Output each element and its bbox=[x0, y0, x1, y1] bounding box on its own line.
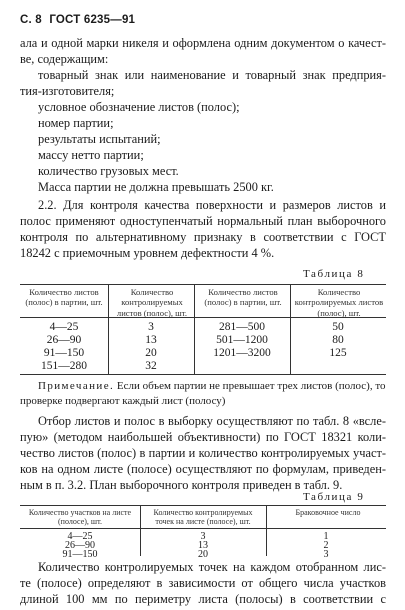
para-sample-line: чество листов (полос) в партии и количество контролируемых участ- bbox=[20, 446, 386, 460]
list-item: количество грузовых мест. bbox=[38, 164, 179, 178]
note-label: Примечание. bbox=[38, 380, 115, 392]
table-8-cell: 501—1200 bbox=[216, 334, 268, 346]
intro-line: ала и одной марки никеля и оформлена одним документом о качест- bbox=[20, 36, 386, 50]
table-9-cell: 1 bbox=[323, 531, 329, 542]
note-text: проверке подвергают каждый лист (полосу) bbox=[20, 395, 226, 407]
para-2-2-line: полос применяют одноступенчатый нормальный план выборочного bbox=[20, 214, 386, 228]
para-sample-line: пую» (методом наибольшей объективности) по ГОСТ 18321 коли- bbox=[20, 430, 386, 444]
table-8-header: Количество листов (полос) в партии, шт. bbox=[25, 287, 103, 308]
table-8-cell: 50 bbox=[332, 321, 344, 333]
table-8-header: Количество контролируемых листов (полос), шт. bbox=[116, 287, 188, 318]
table-8-cell: 91—150 bbox=[43, 347, 85, 359]
para-sample-line: Отбор листов и полос в выборку осуществляют по табл. 8 «всле- bbox=[38, 414, 386, 428]
table-9-cell: 3 bbox=[200, 531, 206, 542]
page-number: С. 8 bbox=[20, 14, 42, 26]
para-sample-line: ным в п. 3.2. План выборочного контроля приведен в табл. 9. bbox=[20, 478, 343, 492]
table-8-cell: 1201—3200 bbox=[213, 347, 271, 359]
list-item: Масса партии не должна превышать 2500 кг. bbox=[38, 180, 274, 194]
table-8-cell: 151—280 bbox=[41, 360, 87, 372]
table-9-header: Браковочное число bbox=[295, 508, 361, 517]
list-item: массу нетто партии; bbox=[38, 148, 144, 162]
table-9-cell: 20 bbox=[198, 549, 208, 560]
table-8-cell: 20 bbox=[145, 347, 157, 359]
final-line: Количество контролируемых точек на каждом отобранном лис- bbox=[38, 560, 386, 574]
list-item: номер партии; bbox=[38, 116, 114, 130]
table-8-cell: 32 bbox=[145, 360, 157, 372]
table-9-cell: 2 bbox=[323, 540, 329, 551]
final-line: те (полосе) определяют в зависимости от общего числа участков bbox=[20, 576, 386, 590]
table-9-cell: 26—90 bbox=[65, 540, 95, 551]
list-item: товарный знак или наименование и товарный знак предприя- bbox=[38, 68, 386, 82]
table-8-header: Количество листов (полос) в партии, шт. bbox=[204, 287, 282, 308]
list-item: результаты испытаний; bbox=[38, 132, 161, 146]
standard-id: ГОСТ 6235—91 bbox=[49, 14, 136, 26]
note-text: Если объем партии не превышает трех листов (полос), то bbox=[116, 380, 386, 392]
intro-line: ве, содержащим: bbox=[20, 52, 109, 66]
table-9-header: Количество контролируемых точек на листе (полосе), шт. bbox=[153, 508, 253, 527]
list-item: условное обозначение листов (полос); bbox=[38, 100, 240, 114]
para-2-2-line: 18242 с приемочным уровнем дефектности 4 %. bbox=[20, 246, 275, 260]
table-8-cell: 13 bbox=[145, 334, 157, 346]
table-8-cell: 80 bbox=[332, 334, 344, 346]
table-8-cell: 3 bbox=[148, 321, 154, 333]
table-8-cell: 125 bbox=[329, 347, 347, 359]
table-8-cell: 26—90 bbox=[46, 334, 82, 346]
para-sample-line: ков на одном листе (полосе) осуществляют по формулам, приведен- bbox=[20, 462, 386, 476]
final-line: длиной 100 мм по периметру листа (полосы) в соответствии с bbox=[20, 592, 386, 606]
table-9-cell: 3 bbox=[323, 549, 329, 560]
table-8-cell: 281—500 bbox=[219, 321, 265, 333]
table-8-caption: Таблица 8 bbox=[303, 268, 365, 280]
table-9-caption: Таблица 9 bbox=[303, 491, 365, 503]
para-2-2-line: 2.2. Для контроля качества поверхности и размеров листов и bbox=[38, 198, 386, 212]
table-8-cell: 4—25 bbox=[49, 321, 79, 333]
para-2-2-line: контроля по альтернативному признаку в соответствии с ГОСТ bbox=[20, 230, 386, 244]
table-9-cell: 4—25 bbox=[67, 531, 93, 542]
table-9-cell: 91—150 bbox=[62, 549, 98, 560]
table-8-note bbox=[38, 379, 386, 394]
list-item: тия-изготовителя; bbox=[20, 84, 115, 98]
table-9-header: Количество участков на листе (полосе), шт. bbox=[28, 508, 132, 527]
table-8-header: Количество контролируемых листов (полос), шт. bbox=[294, 287, 384, 318]
table-9-cell: 13 bbox=[198, 540, 208, 551]
page-header bbox=[20, 14, 139, 26]
